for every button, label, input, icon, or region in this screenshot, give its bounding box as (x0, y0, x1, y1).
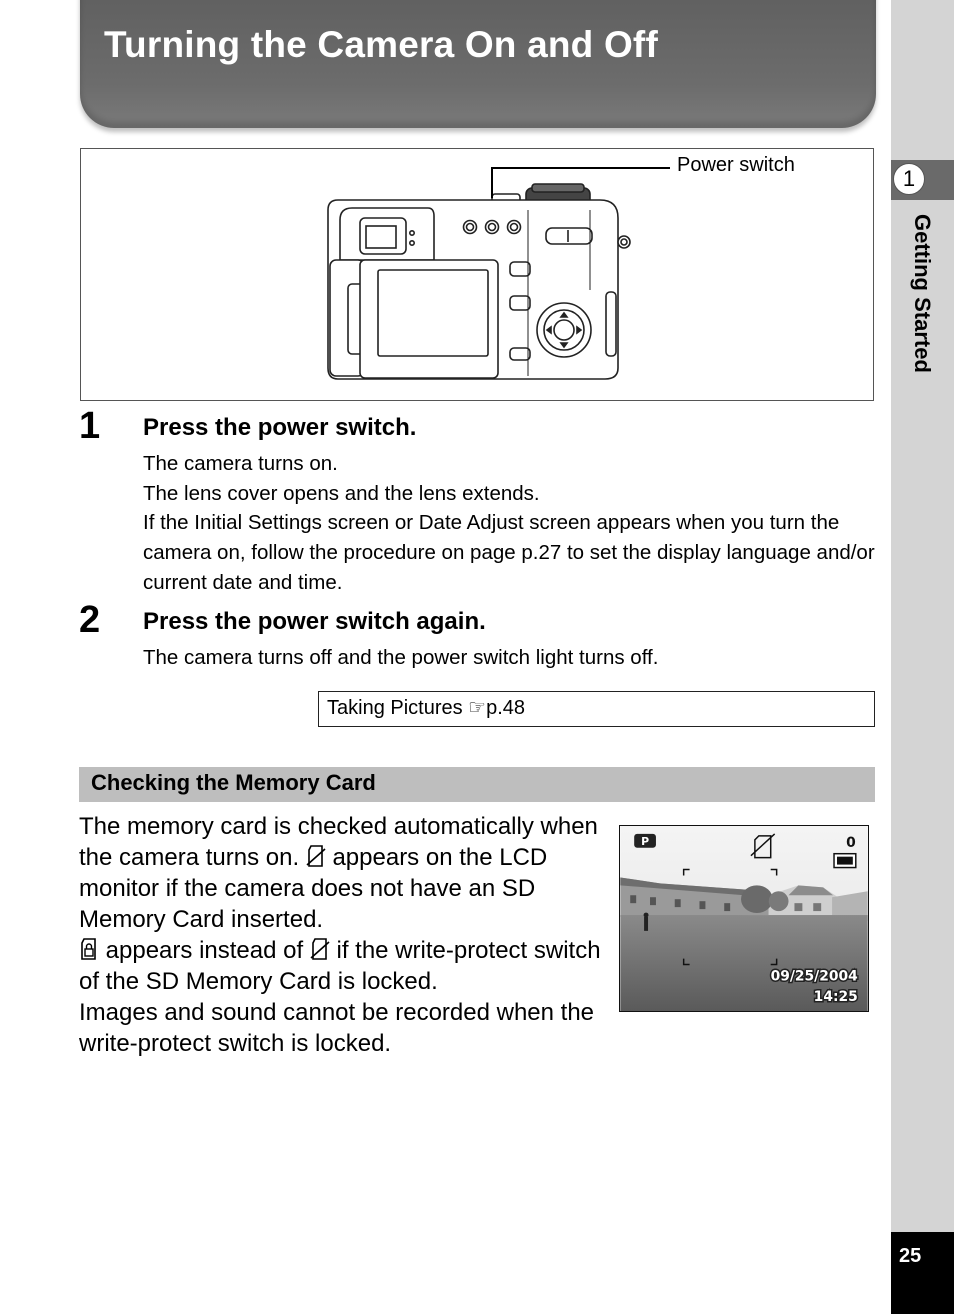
memory-card-paragraph: Images and sound cannot be recorded when the write-protect switch is locked. (79, 999, 595, 1057)
page-number: 25 (899, 1245, 922, 1267)
reference-page-link[interactable]: p.48 (486, 697, 526, 719)
memory-text-part: appears on the LCD monitor if the camera does not have an SD Memory Card inserted. (79, 844, 548, 933)
step-1-line: The lens cover opens and the lens extends. (143, 481, 540, 505)
step-2-title: Press the power switch again. (143, 608, 486, 635)
chapter-number: 1 (893, 163, 925, 195)
lcd-mode-icon: P (641, 834, 650, 848)
reference-box (318, 691, 875, 727)
step-2-body (143, 643, 878, 673)
step-2-line: The camera turns off and the power switch light turns off. (143, 646, 659, 669)
step-1-body (143, 449, 878, 598)
memory-card-text (79, 811, 609, 1059)
lcd-shots-remaining: 0 (846, 834, 856, 851)
step-1-number: 1 (79, 405, 101, 447)
chapter-title: Getting Started (910, 214, 935, 373)
card-locked-icon (79, 937, 99, 961)
power-switch-callout-line (490, 160, 680, 200)
camera-back-illustration (320, 180, 640, 385)
memory-card-paragraph (79, 811, 609, 935)
reference-label: Taking Pictures (327, 697, 469, 719)
step-1-line: The camera turns on. (143, 452, 338, 475)
memory-card-paragraph (79, 935, 609, 997)
lcd-monitor-screenshot (619, 825, 869, 1012)
memory-text-part: The memory card is checked automatically when the camera turns on. (79, 813, 598, 871)
pointing-hand-icon: ☞ (468, 697, 487, 719)
page-title: Turning the Camera On and Off (104, 24, 658, 65)
lcd-date: 09/25/2004 (770, 968, 858, 985)
no-card-icon (310, 937, 330, 961)
lcd-time: 14:25 (813, 989, 858, 1006)
memory-text-part: if the write-protect switch of the SD Memory Card is locked. (79, 937, 601, 995)
section-title: Checking the Memory Card (91, 770, 376, 795)
step-1-line: If the Initial Settings screen or Date Adjust screen appears when you turn the camera on, follow the procedure on page p.27 to set the display language and/or current date and time. (143, 511, 875, 594)
step-2-number: 2 (79, 599, 101, 641)
power-switch-label: Power switch (677, 154, 795, 176)
no-card-icon (306, 844, 326, 868)
memory-text-part: appears instead of (99, 937, 310, 964)
step-1-title: Press the power switch. (143, 414, 417, 441)
